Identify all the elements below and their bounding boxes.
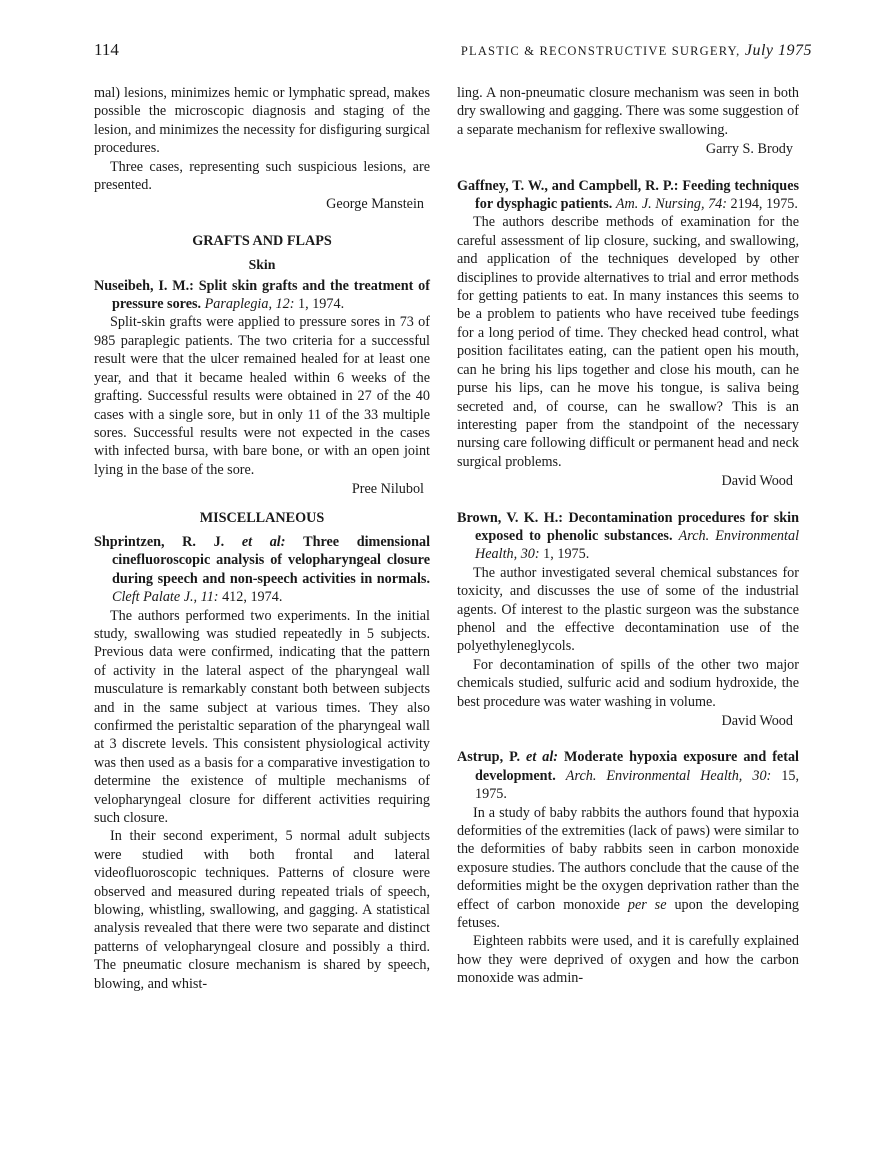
citation-ref: 1, 1974. [298, 296, 345, 313]
paragraph: Split-skin grafts were applied to pressure sores in 73 of 985 paraplegic patients. The two criteria for a successful result were that the ulcer remained healed for at least one year, and that it became healed within 6 weeks of the grafting. Successful results were obtained in 27 of the 40 cases with a single sore, but in only 11 of the 33 multiple sores. Successful results were not expected in the cases with infected bursa, with bare bone, or with an open joint lying in the base of the sore. [94, 314, 430, 478]
citation-journal: Arch. Environmental Health, 30: [475, 527, 800, 563]
citation-title: Three dimensional cinefluoroscopic analysis of velopharyngeal closure during speech and non-speech activities in normals. [112, 533, 431, 587]
section-heading: MISCELLANEOUS [199, 509, 325, 526]
citation-ref: 1, 1975. [543, 546, 590, 563]
citation-authors: Shprintzen, R. J. [94, 533, 225, 550]
page-number: 114 [94, 40, 119, 59]
citation-authors: Nuseibeh, I. M.: [94, 277, 194, 294]
citation-ref: 412, 1974. [222, 589, 283, 606]
citation-title: Feeding techniques for dysphagic patients. [475, 177, 800, 213]
paragraph: ling. A non-pneumatic closure mechanism was seen in both dry swallowing and gagging. There was some suggestion of a separate mechanism for reflexive swallowing. [457, 85, 799, 138]
section-heading: GRAFTS AND FLAPS [192, 232, 332, 249]
paragraph: The author investigated several chemical substances for toxicity, and discusses the use of some of the industrial agents. Of interest to the plastic surgeon was the substance phenol and the effective decontamination use of the polyethyleneglycols. [457, 564, 799, 655]
paragraph: The authors describe methods of examination for the careful assessment of lip closure, sucking, and swallowing, and application of the techniques developed by other disciplines to provide alternatives to trial and error methods for getting patients to eat. In many instances this seems to be a problem to patients who have received tube feedings for a long period of time. They checked head control, what position facilitates eating, can the patient open his mouth, can he bring his lips together and close his mouth, can he purse his lips, can he move his tongue, is saliva being secreted and, of course, can he swallow? This is an interesting paper from the standpoint of the necessary nursing care following difficult or permanent head and neck surgical problems. [457, 214, 799, 470]
citation-etal: et al: [241, 533, 286, 550]
citation-title: Moderate hypoxia exposure and fetal development. [475, 749, 799, 784]
paragraph: Eighteen rabbits were used, and it is carefully explained how they were deprived of oxygen and how the carbon monoxide was admin- [457, 933, 799, 987]
paragraph: The authors performed two experiments. In the initial study, swallowing was studied repeatedly in 5 subjects. Previous data were confirmed, indicating that the pattern of activity in the lateral aspect of the pharyngeal wall musculature is remarkably constant both between subjects and in the same subject at various times. They also confirmed the peristaltic separation of the pharyngeal wall at 3 discrete levels. This consistent physiological activity was then used as a basis for a comparative investigation to determine the existence of multiple mechanisms of velopharyngeal closure for different activities requiring such closure. [94, 607, 430, 827]
paragraph: mal) lesions, minimizes hemic or lymphatic spread, makes possible the microscopic diagnosis and staging of the lesion, and minimizes the necessity for disfiguring surgical procedures. [94, 85, 430, 157]
reviewer-signature: David Wood [721, 473, 793, 490]
citation-authors: Gaffney, T. W., and Campbell, R. P.: [457, 177, 679, 194]
journal-running-title: PLASTIC & RECONSTRUCTIVE SURGERY, July 1975 [460, 42, 812, 59]
paragraph: In a study of baby rabbits the authors found that hypoxia deformities of the extremities (lack of paws) were similar to the deformities of baby rabbits seen in carbon monoxide exposure studies. The authors conclude that the cause of the deformities might be the oxygen deprivation rather than the effect of carbon monoxide per se upon the developing fetuses. [457, 804, 800, 932]
citation-title: Split skin grafts and the treatment of pressure sores. [112, 277, 430, 313]
citation [94, 277, 430, 314]
citation [457, 748, 799, 803]
paragraph: Three cases, representing such suspicious lesions, are presented. [94, 158, 430, 194]
citation-etal: et al: [526, 749, 559, 766]
citation [457, 509, 799, 564]
citation-authors: Astrup, P. [457, 749, 521, 766]
reviewer-signature: Pree Nilubol [351, 481, 424, 498]
citation [94, 533, 430, 607]
citation-journal: Cleft Palate J., 11: [112, 589, 219, 606]
reviewer-signature: Garry S. Brody [705, 141, 793, 158]
reviewer-signature: George Manstein [326, 196, 424, 213]
right-column [457, 84, 799, 988]
citation-ref: 15, 1975. [475, 767, 799, 803]
subsection-heading: Skin [248, 257, 276, 273]
citation-title: Decontamination procedures for skin exposed to phenolic substances. [475, 509, 799, 544]
citation-journal: Arch. Environmental Health, 30: [565, 767, 772, 784]
left-column [94, 84, 430, 993]
reviewer-signature: David Wood [721, 713, 793, 729]
citation-authors: Brown, V. K. H.: [457, 509, 564, 526]
citation-journal: Am. J. Nursing, 74: [615, 196, 727, 213]
issue-date: July 1975 [744, 42, 812, 59]
citation-journal: Paraplegia, 12: [204, 296, 295, 313]
running-header [94, 40, 812, 62]
citation-ref: 2194, 1975. [730, 196, 798, 213]
citation [457, 177, 799, 214]
paragraph: In their second experiment, 5 normal adult subjects were studied with both frontal and lateral videofluoroscopic techniques. Patterns of closure were observed and measured during repeated trials of speech, blowing, whistling, swallowing, and gagging. A statistical analysis revealed that there were two separate and distinct patterns of velopharyngeal closure and possibly a third. The pneumatic closure mechanism is shared by speech, blowing, and whist- [94, 828, 430, 992]
paragraph: For decontamination of spills of the other two major chemicals studied, sulfuric acid and sodium hydroxide, the best procedure was water washing in volume. [457, 656, 799, 710]
